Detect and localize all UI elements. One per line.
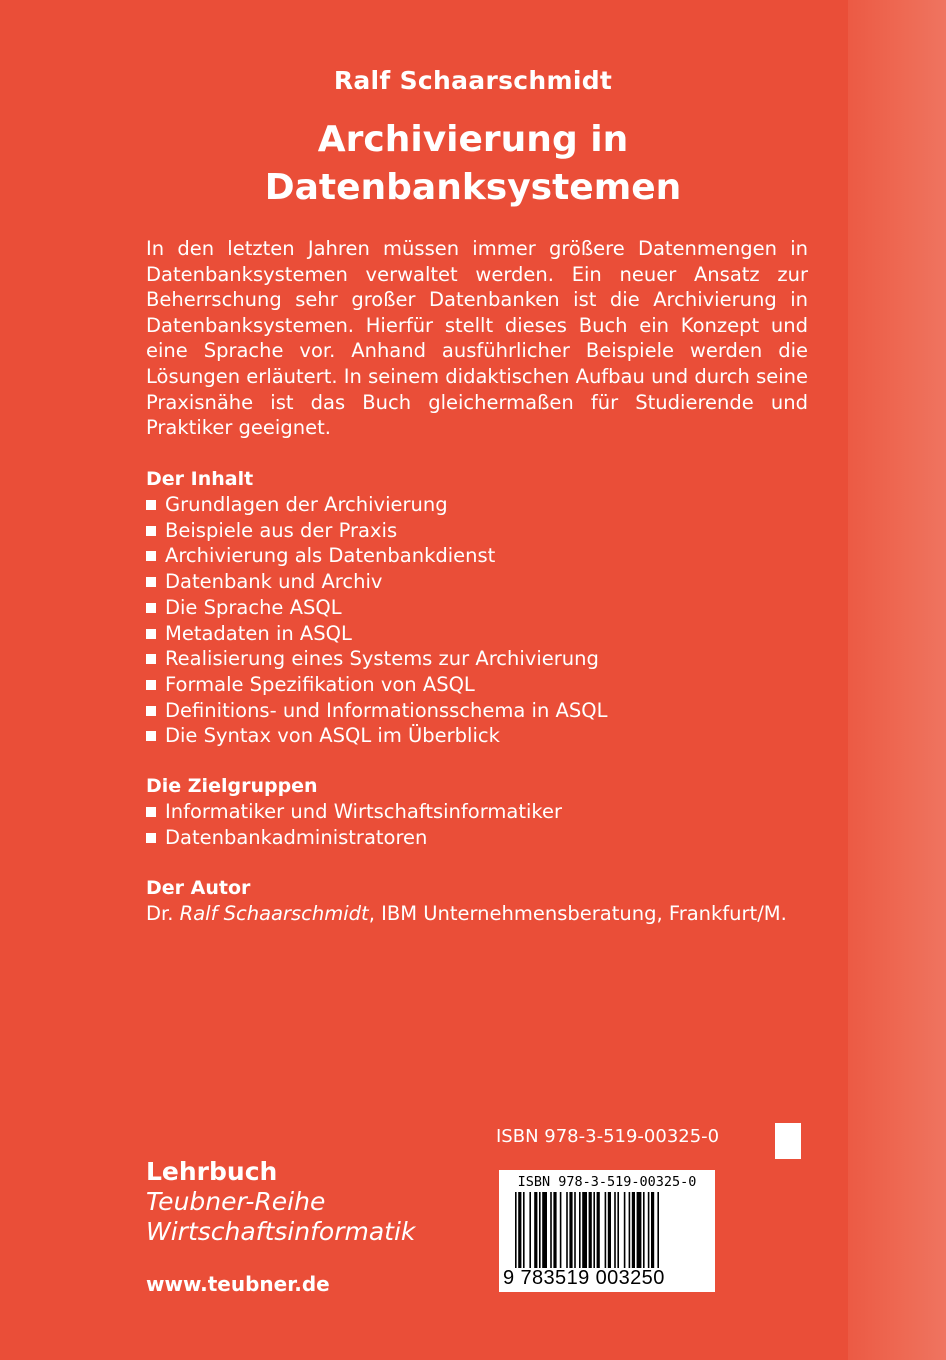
author-bio-name: Ralf Schaarschmidt [179,902,369,925]
barcode-bar [589,1192,592,1268]
author-heading: Der Autor [146,877,251,899]
price-sticker-area [775,1123,801,1159]
list-item: Beispiele aus der Praxis [146,518,826,544]
list-item: Die Syntax von ASQL im Überblick [146,723,826,749]
barcode-bars [499,1192,715,1268]
barcode-bar [614,1192,616,1268]
audience-heading: Die Zielgruppen [146,775,318,797]
list-item: Die Sprache ASQL [146,595,826,621]
barcode-bar [542,1192,547,1268]
barcode-bar [605,1192,607,1268]
barcode-bar [560,1192,562,1268]
title-line-2: Datenbanksystemen [264,167,682,208]
barcode-bar [534,1192,537,1268]
author-name: Ralf Schaarschmidt [333,66,613,95]
barcode-bar [643,1192,645,1268]
series-block [146,1157,415,1247]
barcode-bar [539,1192,541,1268]
barcode-bar [617,1192,619,1268]
square-bullet-icon [146,654,156,664]
list-item: Grundlagen der Archivierung [146,492,826,518]
barcode-bar [518,1192,521,1268]
barcode [499,1170,715,1292]
square-bullet-icon [146,807,156,817]
square-bullet-icon [146,526,156,536]
square-bullet-icon [146,500,156,510]
square-bullet-icon [146,706,156,716]
barcode-bar [574,1192,576,1268]
square-bullet-icon [146,680,156,690]
square-bullet-icon [146,833,156,843]
audience-list [146,799,826,850]
contents-list [146,492,826,749]
contents-section [146,467,826,749]
barcode-bar [629,1192,631,1268]
barcode-bar [523,1192,525,1268]
square-bullet-icon [146,603,156,613]
contents-heading: Der Inhalt [146,468,254,490]
list-item: Datenbankadministratoren [146,825,826,851]
square-bullet-icon [146,629,156,639]
series-line-2: Teubner-Reihe [146,1187,326,1216]
barcode-bar [582,1192,587,1268]
barcode-bar [632,1192,635,1268]
barcode-bar [657,1192,659,1268]
barcode-bar [597,1192,600,1268]
book-title [0,116,946,212]
barcode-bar [624,1192,626,1268]
barcode-bar [529,1192,531,1268]
barcode-isbn-text: ISBN 978-3-519-00325-0 [517,1174,697,1190]
barcode-bar [608,1192,611,1268]
list-item: Formale Spezifikation von ASQL [146,672,826,698]
list-item: Archivierung als Datenbankdienst [146,543,826,569]
list-item: Realisierung eines Systems zur Archivierung [146,646,826,672]
barcode-bar [515,1192,517,1268]
barcode-bar [553,1192,556,1268]
square-bullet-icon [146,551,156,561]
barcode-bar [550,1192,552,1268]
barcode-bar [566,1192,568,1268]
author-bio: Dr. Ralf Schaarschmidt, IBM Unternehmensberatung, Frankfurt/M. [146,902,787,925]
barcode-bar [569,1192,572,1268]
square-bullet-icon [146,577,156,587]
barcode-bar [579,1192,581,1268]
author-section [146,876,826,927]
series-line-3: Wirtschaftsinformatik [146,1217,416,1246]
list-item: Datenbank und Archiv [146,569,826,595]
publisher-website: www.teubner.de [146,1272,330,1296]
barcode-bar [651,1192,654,1268]
audience-section [146,774,826,850]
title-line-1: Archivierung in [317,119,629,160]
barcode-bar [593,1192,595,1268]
barcode-bar [648,1192,650,1268]
barcode-digits: 9 783519 003250 [503,1267,665,1289]
isbn-label: ISBN 978-3-519-00325-0 [496,1126,720,1147]
barcode-bar [637,1192,642,1268]
list-item: Metadaten in ASQL [146,621,826,647]
square-bullet-icon [146,731,156,741]
list-item: Informatiker und Wirtschaftsinformatiker [146,799,826,825]
description-paragraph: In den letzten Jahren müssen immer größere Datenmengen in Datenbanksystemen verwaltet werden. Ein neuer Ansatz zur Beherrschung sehr großer Datenbanken ist die Archivierung in Datenbanksystemen. Hierfür stellt dieses Buch ein Konzept und eine Sprache vor. Anhand ausführlicher Beispiele werden die Lösungen erläutert. In seinem didaktischen Aufbau und durch seine Praxisnähe ist das Buch gleichermaßen für Studierende und Praktiker geeignet. [146,237,808,440]
list-item: Definitions- und Informationsschema in ASQL [146,698,826,724]
series-line-1: Lehrbuch [146,1157,278,1186]
